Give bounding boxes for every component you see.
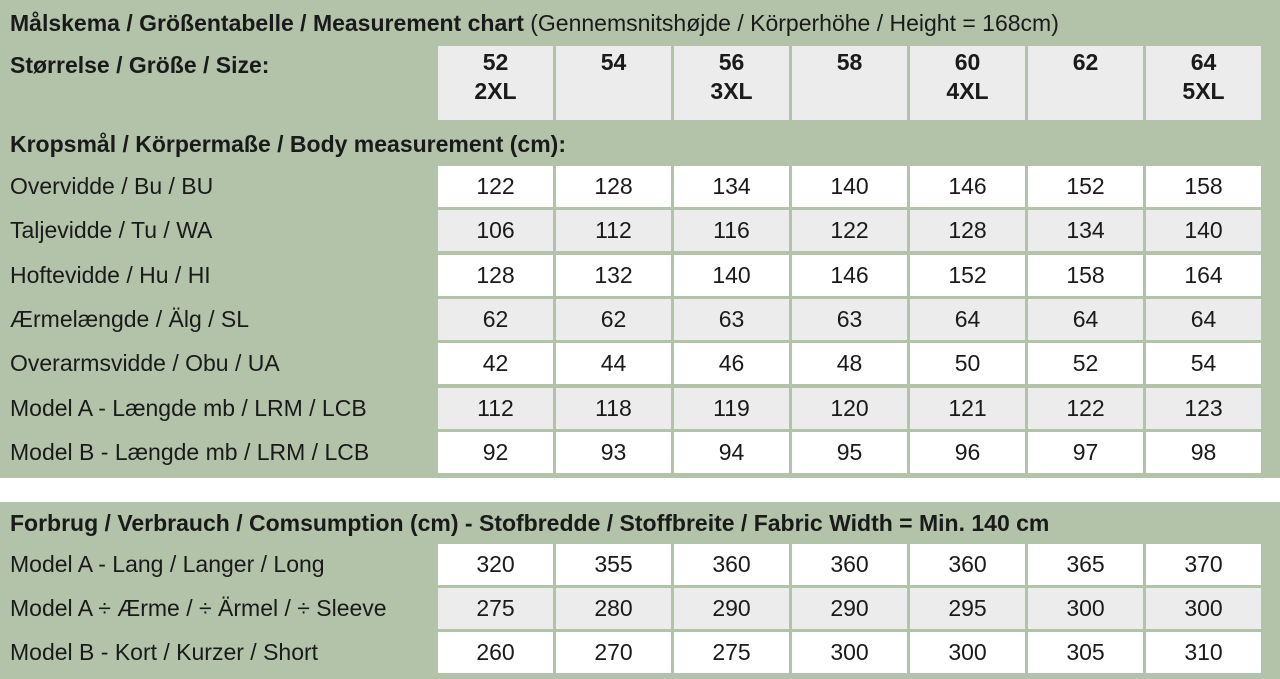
body-value-cell: 132 bbox=[556, 255, 671, 296]
body-value-cell: 164 bbox=[1146, 255, 1261, 296]
body-value-cell: 134 bbox=[674, 166, 789, 207]
body-value-cell: 112 bbox=[556, 210, 671, 251]
body-value-cell: 134 bbox=[1028, 210, 1143, 251]
body-value-cell: 64 bbox=[1028, 299, 1143, 340]
size-cell bbox=[1028, 46, 1143, 120]
body-value-cell: 128 bbox=[556, 166, 671, 207]
table-title bbox=[10, 9, 1059, 37]
body-value-cell: 97 bbox=[1028, 432, 1143, 473]
body-row bbox=[3, 255, 1277, 296]
body-value-cell: 52 bbox=[1028, 343, 1143, 384]
consumption-value-cell: 355 bbox=[556, 544, 671, 585]
consumption-value-cell: 305 bbox=[1028, 632, 1143, 673]
body-value-cell: 95 bbox=[792, 432, 907, 473]
size-letter: 4XL bbox=[946, 78, 989, 104]
consumption-row bbox=[3, 544, 1277, 585]
title-bold: Målskema / Größentabelle / Measurement chart bbox=[10, 10, 524, 36]
consumption-value-cell: 295 bbox=[910, 588, 1025, 629]
size-cell bbox=[1146, 46, 1261, 120]
body-value-cell: 128 bbox=[910, 210, 1025, 251]
consumption-heading: Forbrug / Verbrauch / Comsumption (cm) - Stofbredde / Stoffbreite / Fabric Width = Min. 140 cm bbox=[10, 510, 1050, 536]
body-value-cell: 63 bbox=[674, 299, 789, 340]
body-row bbox=[3, 299, 1277, 340]
size-cell bbox=[792, 46, 907, 120]
body-value-cell: 121 bbox=[910, 388, 1025, 429]
body-value-cell: 122 bbox=[438, 166, 553, 207]
body-value-cell: 140 bbox=[674, 255, 789, 296]
body-row bbox=[3, 343, 1277, 384]
body-row-label: Taljevidde / Tu / WA bbox=[10, 217, 213, 244]
size-cell bbox=[910, 46, 1025, 120]
size-letter: 2XL bbox=[474, 78, 517, 104]
body-value-cell: 152 bbox=[910, 255, 1025, 296]
size-letter: 3XL bbox=[710, 78, 753, 104]
body-value-cell: 44 bbox=[556, 343, 671, 384]
body-value-cell: 64 bbox=[1146, 299, 1261, 340]
size-number: 56 bbox=[718, 49, 745, 75]
size-row-label: Størrelse / Größe / Size: bbox=[10, 52, 270, 78]
consumption-value-cell: 310 bbox=[1146, 632, 1261, 673]
body-value-cell: 120 bbox=[792, 388, 907, 429]
body-row bbox=[3, 388, 1277, 429]
body-value-cell: 158 bbox=[1028, 255, 1143, 296]
consumption-value-cell: 275 bbox=[674, 632, 789, 673]
body-row bbox=[3, 210, 1277, 251]
body-value-cell: 116 bbox=[674, 210, 789, 251]
consumption-value-cell: 365 bbox=[1028, 544, 1143, 585]
body-value-cell: 128 bbox=[438, 255, 553, 296]
body-value-cell: 123 bbox=[1146, 388, 1261, 429]
body-value-cell: 94 bbox=[674, 432, 789, 473]
body-value-cell: 158 bbox=[1146, 166, 1261, 207]
body-value-cell: 62 bbox=[438, 299, 553, 340]
size-row bbox=[3, 46, 1277, 120]
consumption-row bbox=[3, 588, 1277, 629]
consumption-value-cell: 275 bbox=[438, 588, 553, 629]
body-value-cell: 62 bbox=[556, 299, 671, 340]
body-value-cell: 64 bbox=[910, 299, 1025, 340]
consumption-row-label: Model A ÷ Ærme / ÷ Ärmel / ÷ Sleeve bbox=[10, 595, 387, 621]
consumption-value-cell: 280 bbox=[556, 588, 671, 629]
title-normal: (Gennemsnitshøjde / Körperhöhe / Height = 168cm) bbox=[523, 10, 1059, 36]
body-value-cell: 46 bbox=[674, 343, 789, 384]
body-row-label: Overarmsvidde / Obu / UA bbox=[10, 350, 280, 377]
consumption-value-cell: 290 bbox=[674, 588, 789, 629]
body-value-cell: 140 bbox=[792, 166, 907, 207]
body-row-label: Model A - Længde mb / LRM / LCB bbox=[10, 394, 367, 421]
body-row-label: Model B - Længde mb / LRM / LCB bbox=[10, 438, 370, 465]
body-value-cell: 54 bbox=[1146, 343, 1261, 384]
body-value-cell: 112 bbox=[438, 388, 553, 429]
consumption-value-cell: 300 bbox=[910, 632, 1025, 673]
body-value-cell: 63 bbox=[792, 299, 907, 340]
body-value-cell: 122 bbox=[1028, 388, 1143, 429]
body-value-cell: 146 bbox=[910, 166, 1025, 207]
body-measurement-heading: Kropsmål / Körpermaße / Body measurement (cm): bbox=[10, 131, 566, 157]
consumption-value-cell: 290 bbox=[792, 588, 907, 629]
body-value-cell: 96 bbox=[910, 432, 1025, 473]
body-value-cell: 152 bbox=[1028, 166, 1143, 207]
size-cell bbox=[438, 46, 553, 120]
consumption-value-cell: 300 bbox=[792, 632, 907, 673]
consumption-row-label: Model B - Kort / Kurzer / Short bbox=[10, 639, 319, 665]
body-value-cell: 50 bbox=[910, 343, 1025, 384]
consumption-row-label: Model A - Lang / Langer / Long bbox=[10, 551, 325, 577]
size-cell bbox=[674, 46, 789, 120]
body-value-cell: 122 bbox=[792, 210, 907, 251]
size-letter: 5XL bbox=[1182, 78, 1225, 104]
body-value-cell: 48 bbox=[792, 343, 907, 384]
consumption-value-cell: 260 bbox=[438, 632, 553, 673]
body-value-cell: 106 bbox=[438, 210, 553, 251]
consumption-value-cell: 300 bbox=[1146, 588, 1261, 629]
body-value-cell: 92 bbox=[438, 432, 553, 473]
size-number: 58 bbox=[836, 49, 863, 75]
consumption-row bbox=[3, 632, 1277, 673]
body-row-label: Hoftevidde / Hu / HI bbox=[10, 261, 211, 288]
consumption-value-cell: 360 bbox=[792, 544, 907, 585]
consumption-table bbox=[0, 502, 1280, 679]
body-value-cell: 118 bbox=[556, 388, 671, 429]
body-value-cell: 140 bbox=[1146, 210, 1261, 251]
size-number: 52 bbox=[482, 49, 509, 75]
size-number: 62 bbox=[1072, 49, 1099, 75]
consumption-value-cell: 360 bbox=[910, 544, 1025, 585]
size-number: 64 bbox=[1190, 49, 1217, 75]
body-value-cell: 42 bbox=[438, 343, 553, 384]
consumption-value-cell: 320 bbox=[438, 544, 553, 585]
consumption-value-cell: 270 bbox=[556, 632, 671, 673]
body-row-label: Overvidde / Bu / BU bbox=[10, 173, 214, 199]
body-value-cell: 119 bbox=[674, 388, 789, 429]
body-row bbox=[3, 166, 1277, 207]
size-number: 60 bbox=[954, 49, 981, 75]
body-value-cell: 146 bbox=[792, 255, 907, 296]
body-row bbox=[3, 432, 1277, 473]
body-value-cell: 93 bbox=[556, 432, 671, 473]
consumption-value-cell: 370 bbox=[1146, 544, 1261, 585]
consumption-value-cell: 360 bbox=[674, 544, 789, 585]
consumption-value-cell: 300 bbox=[1028, 588, 1143, 629]
body-row-label: Ærmelængde / Älg / SL bbox=[10, 305, 250, 332]
size-number: 54 bbox=[600, 49, 627, 75]
size-cell bbox=[556, 46, 671, 120]
body-value-cell: 98 bbox=[1146, 432, 1261, 473]
